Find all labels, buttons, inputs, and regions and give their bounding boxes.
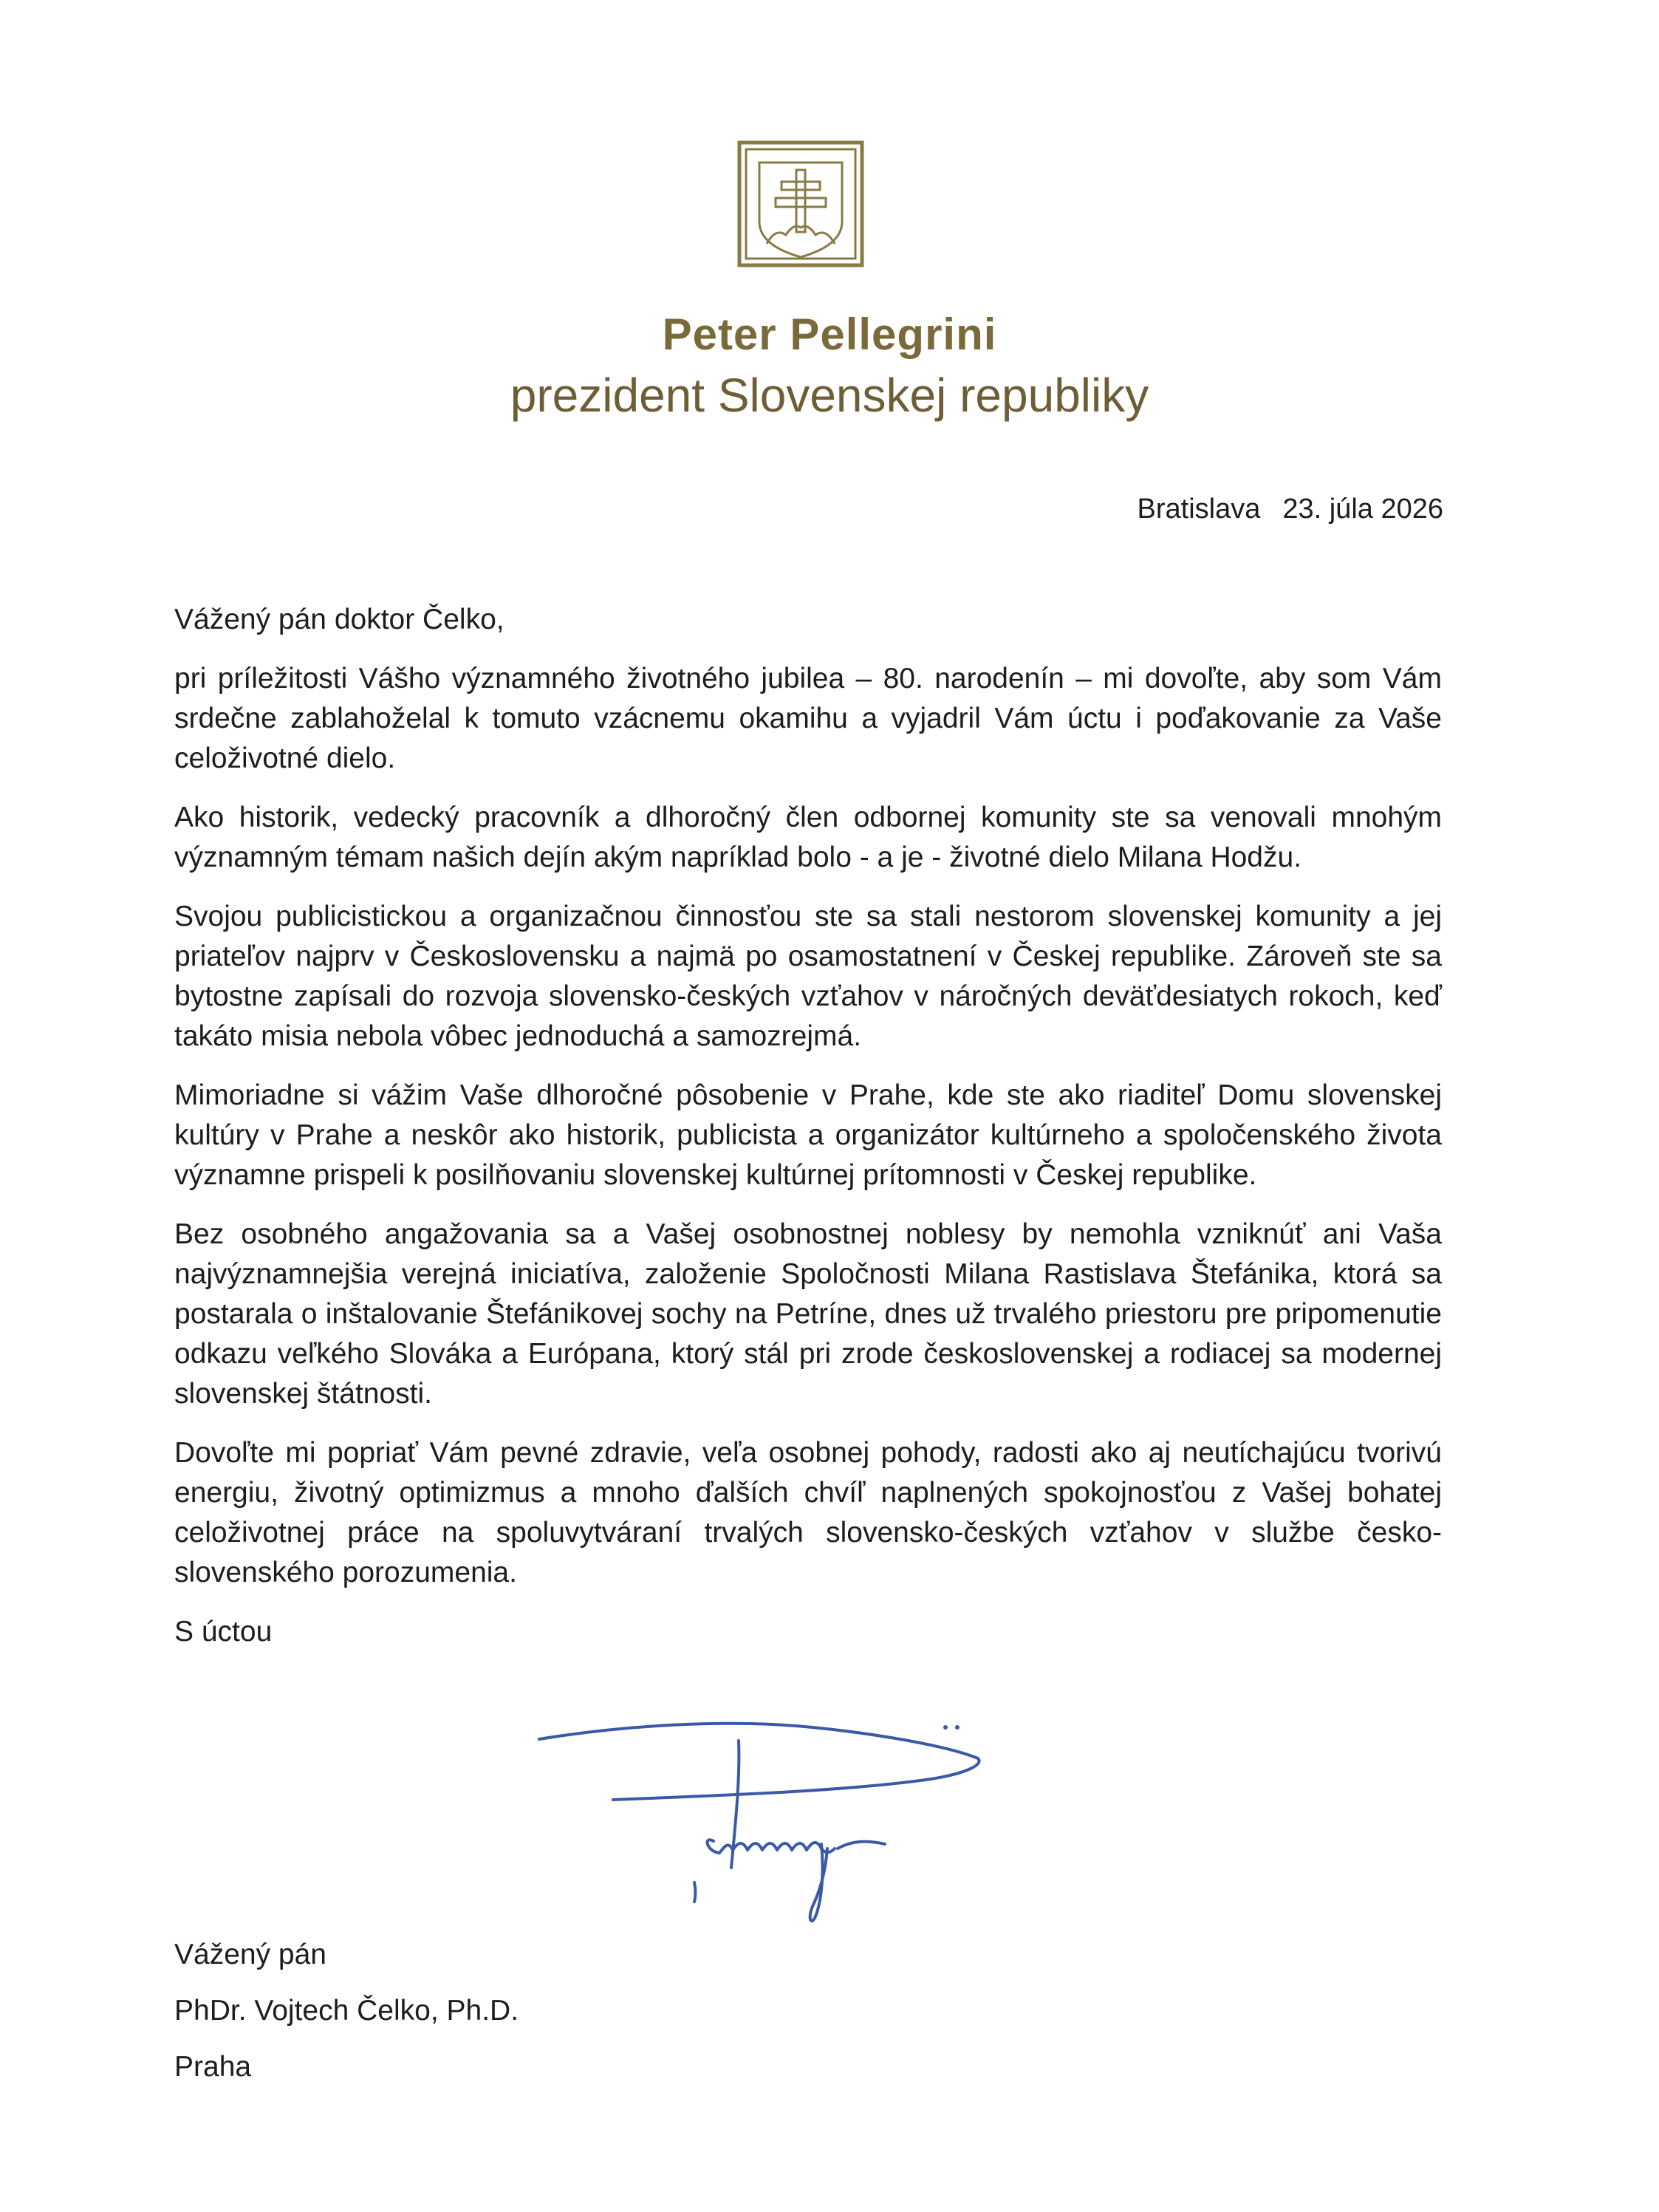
recipient-city: Praha bbox=[174, 2051, 252, 2083]
paragraph: pri príležitosti Vášho významného životného jubilea – 80. narodenín – mi dovoľte, aby som Vám srdečne zablahoželal k tomuto vzácnemu okamihu a vyjadril Vám úctu i poďakovanie za Vaše celoživotné dielo. bbox=[174, 663, 1442, 774]
recipient-greeting: Vážený pán bbox=[174, 1939, 326, 1970]
sender-name: Peter Pellegrini bbox=[662, 310, 997, 359]
recipient-block bbox=[174, 1927, 519, 2095]
letter-body bbox=[174, 600, 1442, 1652]
handwritten-signature bbox=[532, 1696, 990, 1940]
date-value: 23. júla 2026 bbox=[1282, 494, 1443, 525]
slovak-coat-of-arms-icon bbox=[737, 140, 864, 267]
date-place: Bratislava bbox=[1137, 494, 1261, 525]
paragraph: Bez osobného angažovania sa a Vašej osobnostnej noblesy by nemohla vzniknúť ani Vaša najvýznamnejšia verejná iniciatíva, založenie Spoločnosti Milana Rastislava Štefánika, ktorá sa postarala o inštalovanie Štefánikovej sochy na Petríne, dnes už trvalého priestoru pre pripomenutie odkazu veľkého Slováka a Európana, ktorý stál pri zrode československej a rodiacej sa modernej slovenskej štátnosti. bbox=[174, 1218, 1442, 1410]
salutation: Vážený pán doktor Čelko, bbox=[174, 604, 504, 635]
paragraph: Ako historik, vedecký pracovník a dlhoročný člen odbornej komunity ste sa venovali mnohým významným témam našich dejín akým napríklad bolo - a je - životné dielo Milana Hodžu. bbox=[174, 802, 1442, 873]
paragraph: Svojou publicistickou a organizačnou činnosťou ste sa stali nestorom slovenskej komunity a jej priateľov najprv v Československu a najmä po osamostatnení v Českej republike. Zároveň ste sa bytostne zapísali do rozvoja slovensko-českých vzťahov v náročných deväťdesiatych rokoch, keď takáto misia nebola vôbec jednoduchá a samozrejmá. bbox=[174, 901, 1442, 1052]
sender-title: prezident Slovenskej republiky bbox=[510, 369, 1149, 422]
closing: S úctou bbox=[174, 1616, 273, 1648]
recipient-name: PhDr. Vojtech Čelko, Ph.D. bbox=[174, 1995, 519, 2027]
paragraph: Dovoľte mi popriať Vám pevné zdravie, veľa osobnej pohody, radosti ako aj neutíchajúcu tvorivú energiu, životný optimizmus a mnoho ďalších chvíľ naplnených spokojnosťou z Vašej bohatej celoživotnej práce na spoluvytváraní trvalých slovensko-českých vzťahov v službe česko-slovenského porozumenia. bbox=[174, 1437, 1442, 1588]
paragraph: Mimoriadne si vážim Vaše dlhoročné pôsobenie v Prahe, kde ste ako riaditeľ Domu slovenskej kultúry v Prahe a neskôr ako historik, publicista a organizátor kultúrneho a spoločenského života významne prispeli k posilňovaniu slovenskej kultúrnej prítomnosti v Českej republike. bbox=[174, 1079, 1442, 1191]
date-line bbox=[1138, 494, 1443, 525]
